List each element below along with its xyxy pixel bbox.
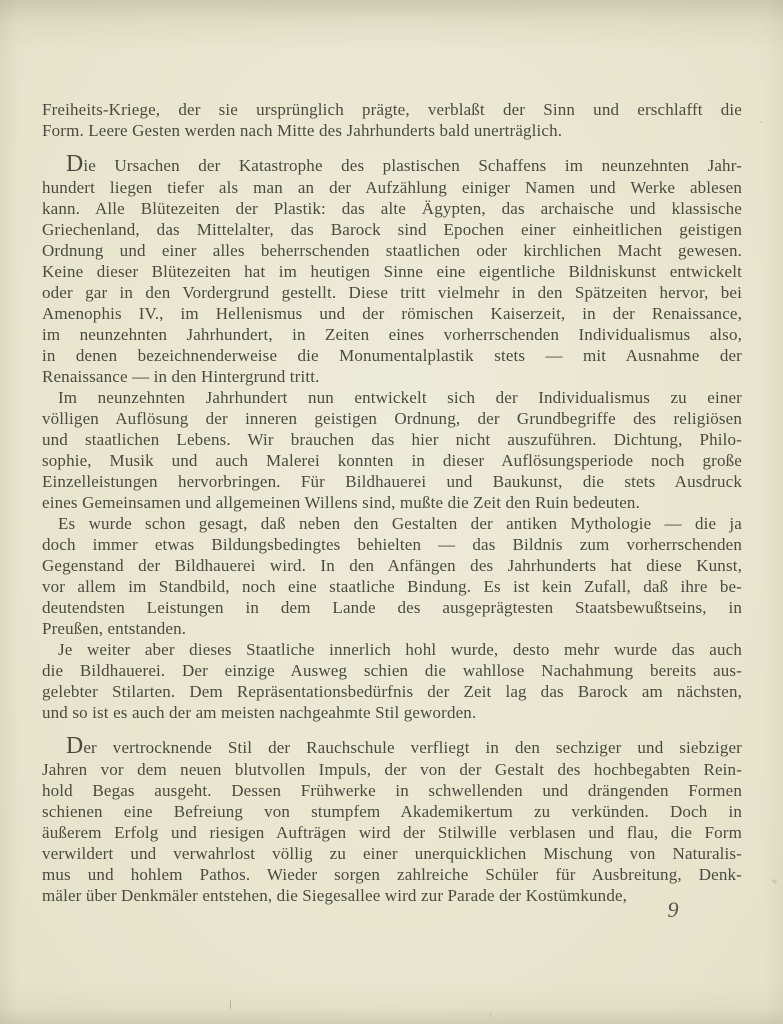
text-line: Preußen, entstanden.	[42, 618, 187, 638]
text-line: in denen bezeichnenderweise die Monumentalplastik stets — mit Ausnahme der	[42, 345, 742, 365]
text-line: Es wurde schon gesagt, daß neben den Gestalten der antiken Mythologie — die ja	[58, 513, 742, 533]
text-line: Griechenland, das Mittelalter, das Barock sind Epochen einer einheitlichen geistigen	[42, 219, 742, 239]
scan-artifact	[760, 121, 762, 123]
text-line: doch immer etwas Bildungsbedingtes behielten — das Bildnis zum vorherrschenden	[42, 534, 742, 554]
text-line: Die Ursachen der Katastrophe des plastischen Schaffens im neunzehnten Jahr-	[66, 151, 742, 177]
text-line: hold Begas ausgeht. Dessen Frühwerke in schwellenden und drängenden Formen	[42, 780, 742, 800]
text-line: eines Gemeinsamen und allgemeinen Willens sind, mußte die Zeit den Ruin bedeuten.	[42, 492, 640, 512]
text-line: im neunzehnten Jahrhundert, in Zeiten eines vorherrschenden Individualismus also,	[42, 324, 742, 344]
text-line: Im neunzehnten Jahrhundert nun entwickelt sich der Individualismus zu einer	[58, 387, 742, 407]
text-line: Keine dieser Blütezeiten hat im heutigen Sinne eine eigentliche Bildniskunst entwickelt	[42, 261, 742, 281]
text-line: mus und hohlem Pathos. Wieder sorgen zahlreiche Schüler für Ausbreitung, Denk-	[42, 864, 742, 884]
text-line: Renaissance — in den Hintergrund tritt.	[42, 366, 320, 386]
text-line: mäler über Denkmäler entstehen, die Siegesallee wird zur Parade der Kostümkunde,	[42, 885, 628, 905]
text-line: die Bildhauerei. Der einzige Ausweg schien die wahllose Nachahmung bereits aus-	[42, 660, 742, 680]
text-line: äußerem Erfolg und riesigen Aufträgen wird der Stilwille verblasen und flau, die Form	[42, 822, 742, 842]
paragraph	[42, 153, 742, 387]
text-line: Je weiter aber dieses Staatliche innerlich hohl wurde, desto mehr wurde das auch	[58, 639, 742, 659]
scan-artifact	[230, 1000, 231, 1009]
text-line: Form. Leere Gesten werden nach Mitte des Jahrhunderts bald unerträglich.	[42, 121, 563, 140]
text-line: gelebter Stilarten. Dem Repräsentationsbedürfnis der Zeit lag das Barock am nächsten,	[42, 681, 742, 701]
text-line: Ordnung und einer alles beherrschenden staatlichen oder kirchlichen Macht gewesen.	[42, 240, 742, 260]
text-line: hundert liegen tiefer als man an der Aufzählung einiger Namen und Werke ablesen	[42, 177, 742, 197]
scan-artifact	[772, 879, 778, 884]
text-line: kann. Alle Blütezeiten der Plastik: das alte Ägypten, das archaische und klassische	[42, 198, 742, 218]
text-line: sophie, Musik und auch Malerei konnten in dieser Auflösungsperiode noch große	[42, 450, 742, 470]
text-line: und staatlichen Lebens. Wir brauchen das hier nicht auszuführen. Dichtung, Philo-	[42, 429, 742, 449]
paragraph	[42, 732, 742, 906]
paragraph	[42, 513, 742, 639]
text-line: Amenophis IV., im Hellenismus und der römischen Kaiserzeit, in der Renaissance,	[42, 303, 742, 323]
text-line: vor allem im Standbild, noch eine staatliche Bindung. Es ist kein Zufall, daß ihre be-	[42, 576, 742, 596]
text-line: und so ist es auch der am meisten nachgeahmte Stil geworden.	[42, 702, 477, 722]
text-line: schienen eine Befreiung von stumpfem Akademikertum zu verkünden. Doch in	[42, 801, 742, 821]
text-line: Freiheits-Kriege, der sie ursprünglich prägte, verblaßt der Sinn und erschlafft die	[42, 100, 742, 119]
text-line: Jahren vor dem neuen blutvollen Impuls, der von der Gestalt des hochbegabten Rein-	[42, 759, 742, 779]
text-block	[42, 99, 742, 906]
text-line: Der vertrocknende Stil der Rauchschule verfliegt in den sechziger und siebziger	[66, 732, 742, 759]
paragraph	[42, 387, 742, 513]
text-line: oder gar in den Vordergrund gestellt. Diese tritt vielmehr in den Spätzeiten hervor, bei	[42, 282, 742, 302]
text-line: Einzelleistungen hervorbringen. Für Bildhauerei und Baukunst, die stets Ausdruck	[42, 471, 742, 491]
scan-artifact	[490, 1012, 491, 1018]
page-number: 9	[667, 897, 679, 922]
text-line: verwildert und verwahrlost völlig zu einer unerquicklichen Mischung von Naturalis-	[42, 843, 742, 863]
text-line: Gegenstand der Bildhauerei wird. In den Anfängen des Jahrhunderts hat diese Kunst,	[42, 555, 742, 575]
paragraph	[42, 99, 742, 141]
text-line: völligen Auflösung der inneren geistigen Ordnung, der Grundbegriffe des religiösen	[42, 408, 742, 428]
text-line: deutendsten Leistungen in dem Lande des ausgeprägtesten Staatsbewußtseins, in	[42, 597, 742, 617]
paragraph	[42, 639, 742, 723]
